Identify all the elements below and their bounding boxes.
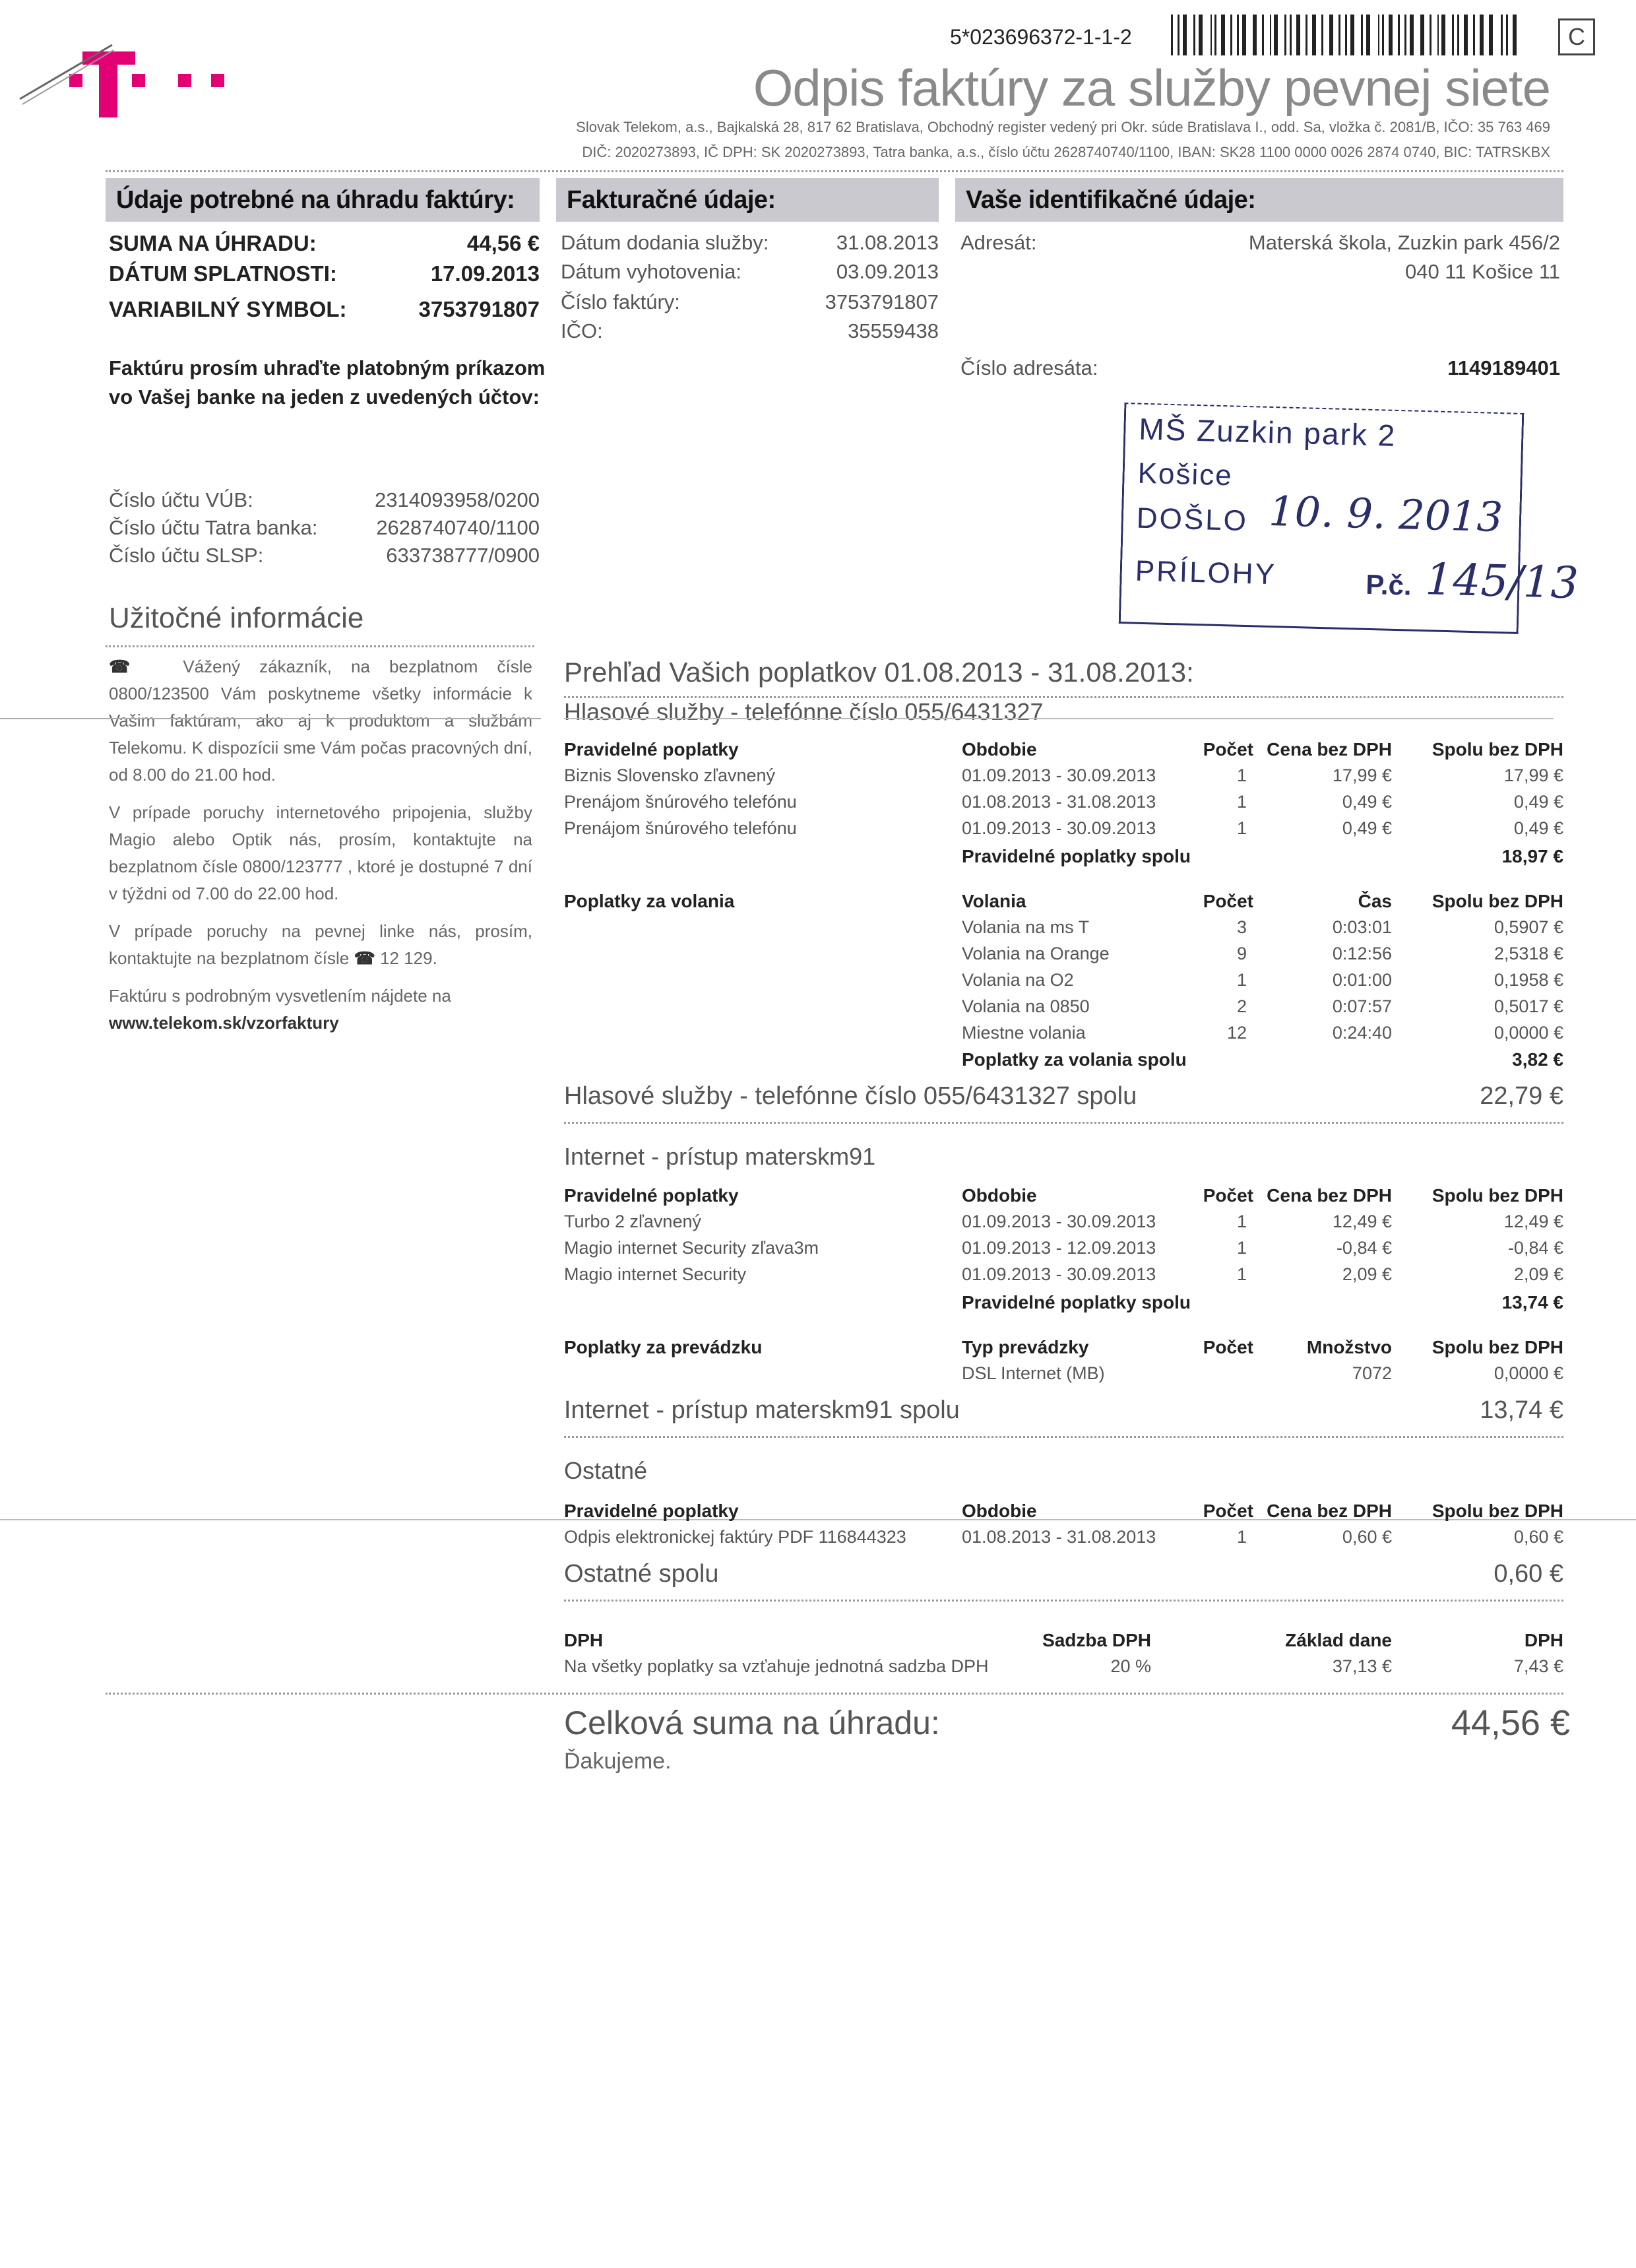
address-line-1: Materská škola, Zuzkin park 456/2 xyxy=(1248,231,1560,254)
payment-header: Údaje potrebné na úhradu faktúry: xyxy=(106,178,540,222)
grand-total-label: Celková suma na úhradu: xyxy=(564,1704,940,1741)
stamp-handwritten-number: 145/13 xyxy=(1424,554,1579,609)
col-header: Cena bez DPH xyxy=(1267,739,1392,760)
table-cell: 7,43 € xyxy=(1513,1656,1563,1676)
table-cell: 0,5017 € xyxy=(1494,996,1563,1016)
table-cell: 0,60 € xyxy=(1513,1527,1563,1547)
table-cell: 37,13 € xyxy=(1332,1656,1392,1676)
ico-value: 35559438 xyxy=(848,319,939,342)
table-cell: 0:12:56 xyxy=(1332,944,1392,963)
barcode-bar xyxy=(1430,15,1432,55)
col-header: Množstvo xyxy=(1306,1337,1392,1357)
barcode-bar xyxy=(1242,15,1246,55)
barcode-bar xyxy=(1361,15,1363,55)
barcode-bar xyxy=(1306,15,1307,55)
barcode-bar xyxy=(1211,15,1212,55)
other-sum-label: Ostatné spolu xyxy=(564,1560,719,1588)
table-cell: 3 xyxy=(1236,917,1247,937)
table-cell: Biznis Slovensko zľavnený xyxy=(564,765,776,785)
voice-section-title: Hlasové služby - telefónne číslo 055/6431327 xyxy=(564,698,1044,725)
col-header: Čas xyxy=(1358,891,1392,911)
barcode-bar xyxy=(1350,15,1354,55)
barcode-bar xyxy=(1441,15,1445,55)
barcode-bar xyxy=(1389,15,1393,55)
barcode-bar xyxy=(1480,15,1484,55)
table-cell: Volania na O2 xyxy=(962,970,1074,990)
barcode-bar xyxy=(1473,15,1475,55)
table-cell: 01.08.2013 - 31.08.2013 xyxy=(962,792,1156,812)
corner-letter: C xyxy=(1568,23,1585,50)
table-cell: 0,60 € xyxy=(1342,1527,1392,1547)
table-cell: 17,99 € xyxy=(1332,765,1392,785)
table-cell: Volania na 0850 xyxy=(962,996,1090,1016)
stamp-line-1: MŠ Zuzkin park 2 xyxy=(1138,411,1397,453)
address-line-2: 040 11 Košice 11 xyxy=(1405,260,1560,283)
internet-sum-value: 13,74 € xyxy=(1480,1396,1563,1424)
stamp-handwritten-date: 10. 9. 2013 xyxy=(1268,486,1504,542)
barcode-bar xyxy=(1262,15,1264,55)
table-cell: 0,49 € xyxy=(1513,818,1563,838)
col-header: Spolu bez DPH xyxy=(1432,1185,1563,1206)
table-cell: Prenájom šnúrového telefónu xyxy=(564,818,797,838)
table-cell: 9 xyxy=(1236,944,1247,963)
vat-divider xyxy=(106,1693,1563,1695)
table-cell: Na všetky poplatky sa vzťahuje jednotná sadzba DPH xyxy=(564,1656,989,1676)
table-cell: 0:07:57 xyxy=(1332,996,1392,1016)
barcode-bar xyxy=(1193,15,1195,55)
subtotal-label: Pravidelné poplatky spolu xyxy=(962,846,1191,866)
barcode-bar xyxy=(1178,15,1180,55)
barcode-bar xyxy=(1382,15,1384,55)
sample-invoice-link[interactable]: www.telekom.sk/vzorfaktury xyxy=(109,1013,339,1033)
useful-info-divider xyxy=(106,645,534,647)
addressee-label: Adresát: xyxy=(960,231,1037,254)
amount-value: 44,56 € xyxy=(466,231,540,255)
account-tatra-value: 2628740740/1100 xyxy=(376,516,540,539)
barcode-bar xyxy=(1345,15,1347,55)
variable-symbol-label: VARIABILNÝ SYMBOL: xyxy=(109,297,347,321)
subtotal-label: Poplatky za volania spolu xyxy=(962,1049,1187,1070)
table-cell: DSL Internet (MB) xyxy=(962,1363,1105,1383)
useful-info-body xyxy=(109,653,532,1037)
barcode-bar xyxy=(1171,15,1173,55)
overview-title: Prehľad Vašich poplatkov 01.08.2013 - 31.08.2013: xyxy=(564,657,1194,688)
internet-sum-label: Internet - prístup materskm91 spolu xyxy=(564,1396,960,1424)
col-header: Sadzba DPH xyxy=(1042,1630,1151,1650)
barcode-bar xyxy=(1489,15,1493,55)
table-cell: 1 xyxy=(1236,1212,1247,1231)
useful-info-title: Užitočné informácie xyxy=(109,602,364,634)
table-cell: 1 xyxy=(1236,792,1247,812)
table-cell: 0,1958 € xyxy=(1494,970,1563,990)
subtotal-value: 13,74 € xyxy=(1501,1292,1563,1312)
table-cell: 0,0000 € xyxy=(1494,1363,1563,1383)
barcode-bar xyxy=(1199,15,1203,55)
info-paragraph-2: V prípade poruchy internetového pripojenia, služby Magio alebo Optik nás, prosím, kontaktujte na bezplatnom čísle 0800/123777 , ktoré je dostupné 7 dní v týždni od 7.00 do 22.00 hod. xyxy=(109,802,532,903)
stamp-line-2: Košice xyxy=(1137,457,1234,492)
barcode-bar xyxy=(1404,15,1406,55)
barcode-bar xyxy=(1452,15,1454,55)
scan-line-voice xyxy=(564,718,1554,719)
col-header: Pravidelné poplatky xyxy=(564,1185,739,1206)
table-cell: 01.09.2013 - 30.09.2013 xyxy=(962,1264,1156,1284)
subtotal-value: 3,82 € xyxy=(1512,1049,1563,1070)
col-header: Poplatky za prevádzku xyxy=(564,1337,763,1357)
barcode-bar xyxy=(1253,15,1257,55)
barcode-bar xyxy=(1398,15,1400,55)
table-cell: 0:03:01 xyxy=(1332,917,1392,937)
fault-line-number: 12 129. xyxy=(380,948,437,968)
col-header: Počet xyxy=(1203,891,1253,911)
col-header: Spolu bez DPH xyxy=(1432,739,1563,760)
stamp-line-4: PRÍLOHY xyxy=(1135,554,1277,591)
barcode-bar xyxy=(1366,15,1370,55)
col-header: Počet xyxy=(1203,739,1253,760)
table-cell: 1 xyxy=(1236,1264,1247,1284)
col-header: Obdobie xyxy=(962,739,1037,760)
voice-sum-divider xyxy=(564,1122,1563,1124)
table-cell: 2 xyxy=(1236,996,1247,1016)
col-header: Počet xyxy=(1203,1501,1253,1521)
variable-symbol-value: 3753791807 xyxy=(418,297,540,321)
barcode-bar xyxy=(1183,15,1187,55)
col-header: Spolu bez DPH xyxy=(1432,1337,1563,1357)
col-header: Typ prevádzky xyxy=(962,1337,1089,1357)
issue-date-label: Dátum vyhotovenia: xyxy=(561,260,741,283)
table-cell: 0,0000 € xyxy=(1494,1023,1563,1043)
other-sum-value: 0,60 € xyxy=(1494,1560,1563,1588)
info-paragraph-4: Faktúru s podrobným vysvetlením nájdete na xyxy=(109,986,451,1006)
table-cell: Miestne volania xyxy=(962,1023,1086,1043)
barcode-bar xyxy=(1214,15,1216,55)
barcode-bar xyxy=(1237,15,1239,55)
table-cell: 01.09.2013 - 12.09.2013 xyxy=(962,1238,1156,1258)
received-stamp xyxy=(1119,403,1579,634)
other-section-title: Ostatné xyxy=(564,1457,648,1484)
barcode-bar xyxy=(1321,15,1323,55)
thanks-text: Ďakujeme. xyxy=(564,1749,672,1774)
page-title: Odpis faktúry za služby pevnej siete xyxy=(753,59,1550,117)
header-divider xyxy=(106,170,1563,172)
stamp-line-3: DOŠLO xyxy=(1136,502,1249,538)
identification-header: Vaše identifikačné údaje: xyxy=(955,178,1563,222)
account-slsp-value: 633738777/0900 xyxy=(386,544,540,567)
barcode-bar xyxy=(1290,15,1292,55)
subtotal-label: Pravidelné poplatky spolu xyxy=(962,1292,1191,1312)
delivery-date-label: Dátum dodania služby: xyxy=(561,231,769,254)
table-cell: Odpis elektronickej faktúry PDF 116844323 xyxy=(564,1527,906,1547)
company-line-1: Slovak Telekom, a.s., Bajkalská 28, 817 62 Bratislava, Obchodný register vedený pri Okr. súde Bratislava I., odd. Sa, vložka č. 2081/B, IČO: 35 763 469 xyxy=(576,119,1550,135)
table-cell: 12,49 € xyxy=(1503,1212,1563,1231)
table-cell: 01.08.2013 - 31.08.2013 xyxy=(962,1527,1156,1547)
barcode-bar xyxy=(1378,15,1379,55)
col-header: Volania xyxy=(962,891,1026,911)
info-paragraph-1: Vážený zákazník, na bezplatnom čísle 0800/123500 Vám poskytneme všetky informácie k Vašim faktúram, ako aj k produktom a službám Telekomu. K dispozícii sme Vám počas pracovných dní, od 8.00 do 21.00 hod. xyxy=(109,657,532,785)
table-cell: 2,09 € xyxy=(1513,1264,1563,1284)
table-cell: Volania na ms T xyxy=(962,917,1090,937)
barcode-bar xyxy=(1410,15,1414,55)
stamp-pc-label: P.č. xyxy=(1365,568,1412,601)
table-cell: 01.09.2013 - 30.09.2013 xyxy=(962,1212,1156,1231)
table-cell: 12 xyxy=(1226,1023,1247,1043)
barcode-bar xyxy=(1420,15,1424,55)
amount-label: SUMA NA ÚHRADU: xyxy=(109,231,317,255)
billing-header: Fakturačné údaje: xyxy=(556,178,939,222)
table-cell: Magio internet Security xyxy=(564,1264,747,1284)
grand-total-value: 44,56 € xyxy=(1451,1703,1570,1743)
account-slsp-label: Číslo účtu SLSP: xyxy=(109,544,264,567)
barcode-bar xyxy=(1506,15,1508,55)
barcode-bar xyxy=(1464,15,1468,55)
barcode-bar xyxy=(1284,15,1286,55)
scan-line-left xyxy=(0,718,541,719)
subtotal-value: 18,97 € xyxy=(1501,846,1563,866)
barcode-bar xyxy=(1221,15,1225,55)
internet-sum-divider xyxy=(564,1436,1563,1438)
payment-instruction-2: vo Vašej banke na jeden z uvedených účtov: xyxy=(109,385,540,408)
col-header: DPH xyxy=(1524,1630,1563,1650)
barcode-bar xyxy=(1270,15,1271,55)
table-cell: 1 xyxy=(1236,1527,1247,1547)
table-cell: 12,49 € xyxy=(1332,1212,1392,1231)
table-cell: 0:01:00 xyxy=(1332,970,1392,990)
barcode-bar xyxy=(1312,15,1316,55)
table-cell: 1 xyxy=(1236,1238,1247,1258)
col-header: Pravidelné poplatky xyxy=(564,1501,739,1521)
table-cell: 0,49 € xyxy=(1342,792,1392,812)
col-header: Obdobie xyxy=(962,1185,1037,1206)
table-cell: Magio internet Security zľava3m xyxy=(564,1238,819,1258)
table-cell: 0,49 € xyxy=(1513,792,1563,812)
phone-icon: ☎ xyxy=(109,657,183,676)
other-sum-divider xyxy=(564,1600,1563,1602)
company-line-2: DIČ: 2020273893, IČ DPH: SK 2020273893, Tatra banka, a.s., číslo účtu 2628740740/1100, IBAN: SK28 1100 0000 0026 2874 0740, BIC: TATRSKBX xyxy=(582,144,1550,160)
account-tatra-label: Číslo účtu Tatra banka: xyxy=(109,516,318,539)
table-cell: Prenájom šnúrového telefónu xyxy=(564,792,797,812)
document-code: 5*023696372-1-1-2 xyxy=(950,25,1132,49)
table-cell: Volania na Orange xyxy=(962,944,1110,963)
table-cell: 0,5907 € xyxy=(1494,917,1563,937)
voice-sum-value: 22,79 € xyxy=(1480,1082,1563,1110)
invoice-number-label: Číslo faktúry: xyxy=(561,290,680,313)
table-cell: 01.09.2013 - 30.09.2013 xyxy=(962,818,1156,838)
col-header: Pravidelné poplatky xyxy=(564,739,739,760)
barcode xyxy=(1171,15,1527,55)
barcode-bar xyxy=(1437,15,1439,55)
col-header: Základ dane xyxy=(1285,1630,1392,1650)
col-header: DPH xyxy=(564,1630,604,1650)
table-cell: 2,09 € xyxy=(1342,1264,1392,1284)
col-header: Spolu bez DPH xyxy=(1432,891,1563,911)
table-cell: -0,84 € xyxy=(1336,1238,1392,1258)
table-cell: 1 xyxy=(1236,765,1247,785)
barcode-bar xyxy=(1457,15,1459,55)
col-header: Poplatky za volania xyxy=(564,891,735,911)
account-vub-label: Číslo účtu VÚB: xyxy=(109,488,253,511)
col-header: Obdobie xyxy=(962,1501,1037,1521)
payment-instruction-1: Faktúru prosím uhraďte platobným príkazom xyxy=(109,356,546,379)
due-date-label: DÁTUM SPLATNOSTI: xyxy=(109,261,337,286)
barcode-bar xyxy=(1230,15,1232,55)
telekom-logo-mark xyxy=(13,33,224,119)
table-cell: 20 % xyxy=(1110,1656,1151,1676)
table-cell: 1 xyxy=(1236,970,1247,990)
barcode-bar xyxy=(1501,15,1503,55)
col-header: Spolu bez DPH xyxy=(1432,1501,1563,1521)
delivery-date-value: 31.08.2013 xyxy=(836,231,939,254)
ico-label: IČO: xyxy=(561,319,603,342)
table-cell: 2,5318 € xyxy=(1494,944,1563,963)
addressee-number-label: Číslo adresáta: xyxy=(960,356,1098,379)
telekom-logo xyxy=(13,33,224,119)
table-cell: 7072 xyxy=(1352,1363,1392,1383)
col-header: Počet xyxy=(1203,1337,1253,1357)
phone-icon: ☎ xyxy=(354,948,375,968)
account-vub-value: 2314093958/0200 xyxy=(375,488,540,511)
barcode-bar xyxy=(1274,15,1278,55)
voice-sum-label: Hlasové služby - telefónne číslo 055/6431327 spolu xyxy=(564,1082,1137,1110)
col-header: Cena bez DPH xyxy=(1267,1501,1392,1521)
addressee-number: 1149189401 xyxy=(1447,356,1560,379)
due-date-value: 17.09.2013 xyxy=(430,261,540,286)
table-cell: 1 xyxy=(1236,818,1247,838)
table-cell: 0,49 € xyxy=(1342,818,1392,838)
issue-date-value: 03.09.2013 xyxy=(836,260,939,283)
table-cell: 01.09.2013 - 30.09.2013 xyxy=(962,765,1156,785)
table-cell: -0,84 € xyxy=(1507,1238,1563,1258)
table-cell: 0:24:40 xyxy=(1332,1023,1392,1043)
info-paragraph-3: V prípade poruchy na pevnej linke nás, prosím, kontaktujte na bezplatnom čísle xyxy=(109,921,532,968)
table-cell: 17,99 € xyxy=(1503,765,1563,785)
barcode-bar xyxy=(1296,15,1300,55)
barcode-bar xyxy=(1513,15,1517,55)
table-cell: Turbo 2 zľavnený xyxy=(564,1212,701,1231)
col-header: Cena bez DPH xyxy=(1267,1185,1392,1206)
barcode-bar xyxy=(1329,15,1333,55)
barcode-bar xyxy=(1338,15,1340,55)
col-header: Počet xyxy=(1203,1185,1253,1206)
corner-letter-box xyxy=(1558,18,1595,55)
internet-section-title: Internet - prístup materskm91 xyxy=(564,1143,876,1170)
invoice-number-value: 3753791807 xyxy=(825,290,939,313)
